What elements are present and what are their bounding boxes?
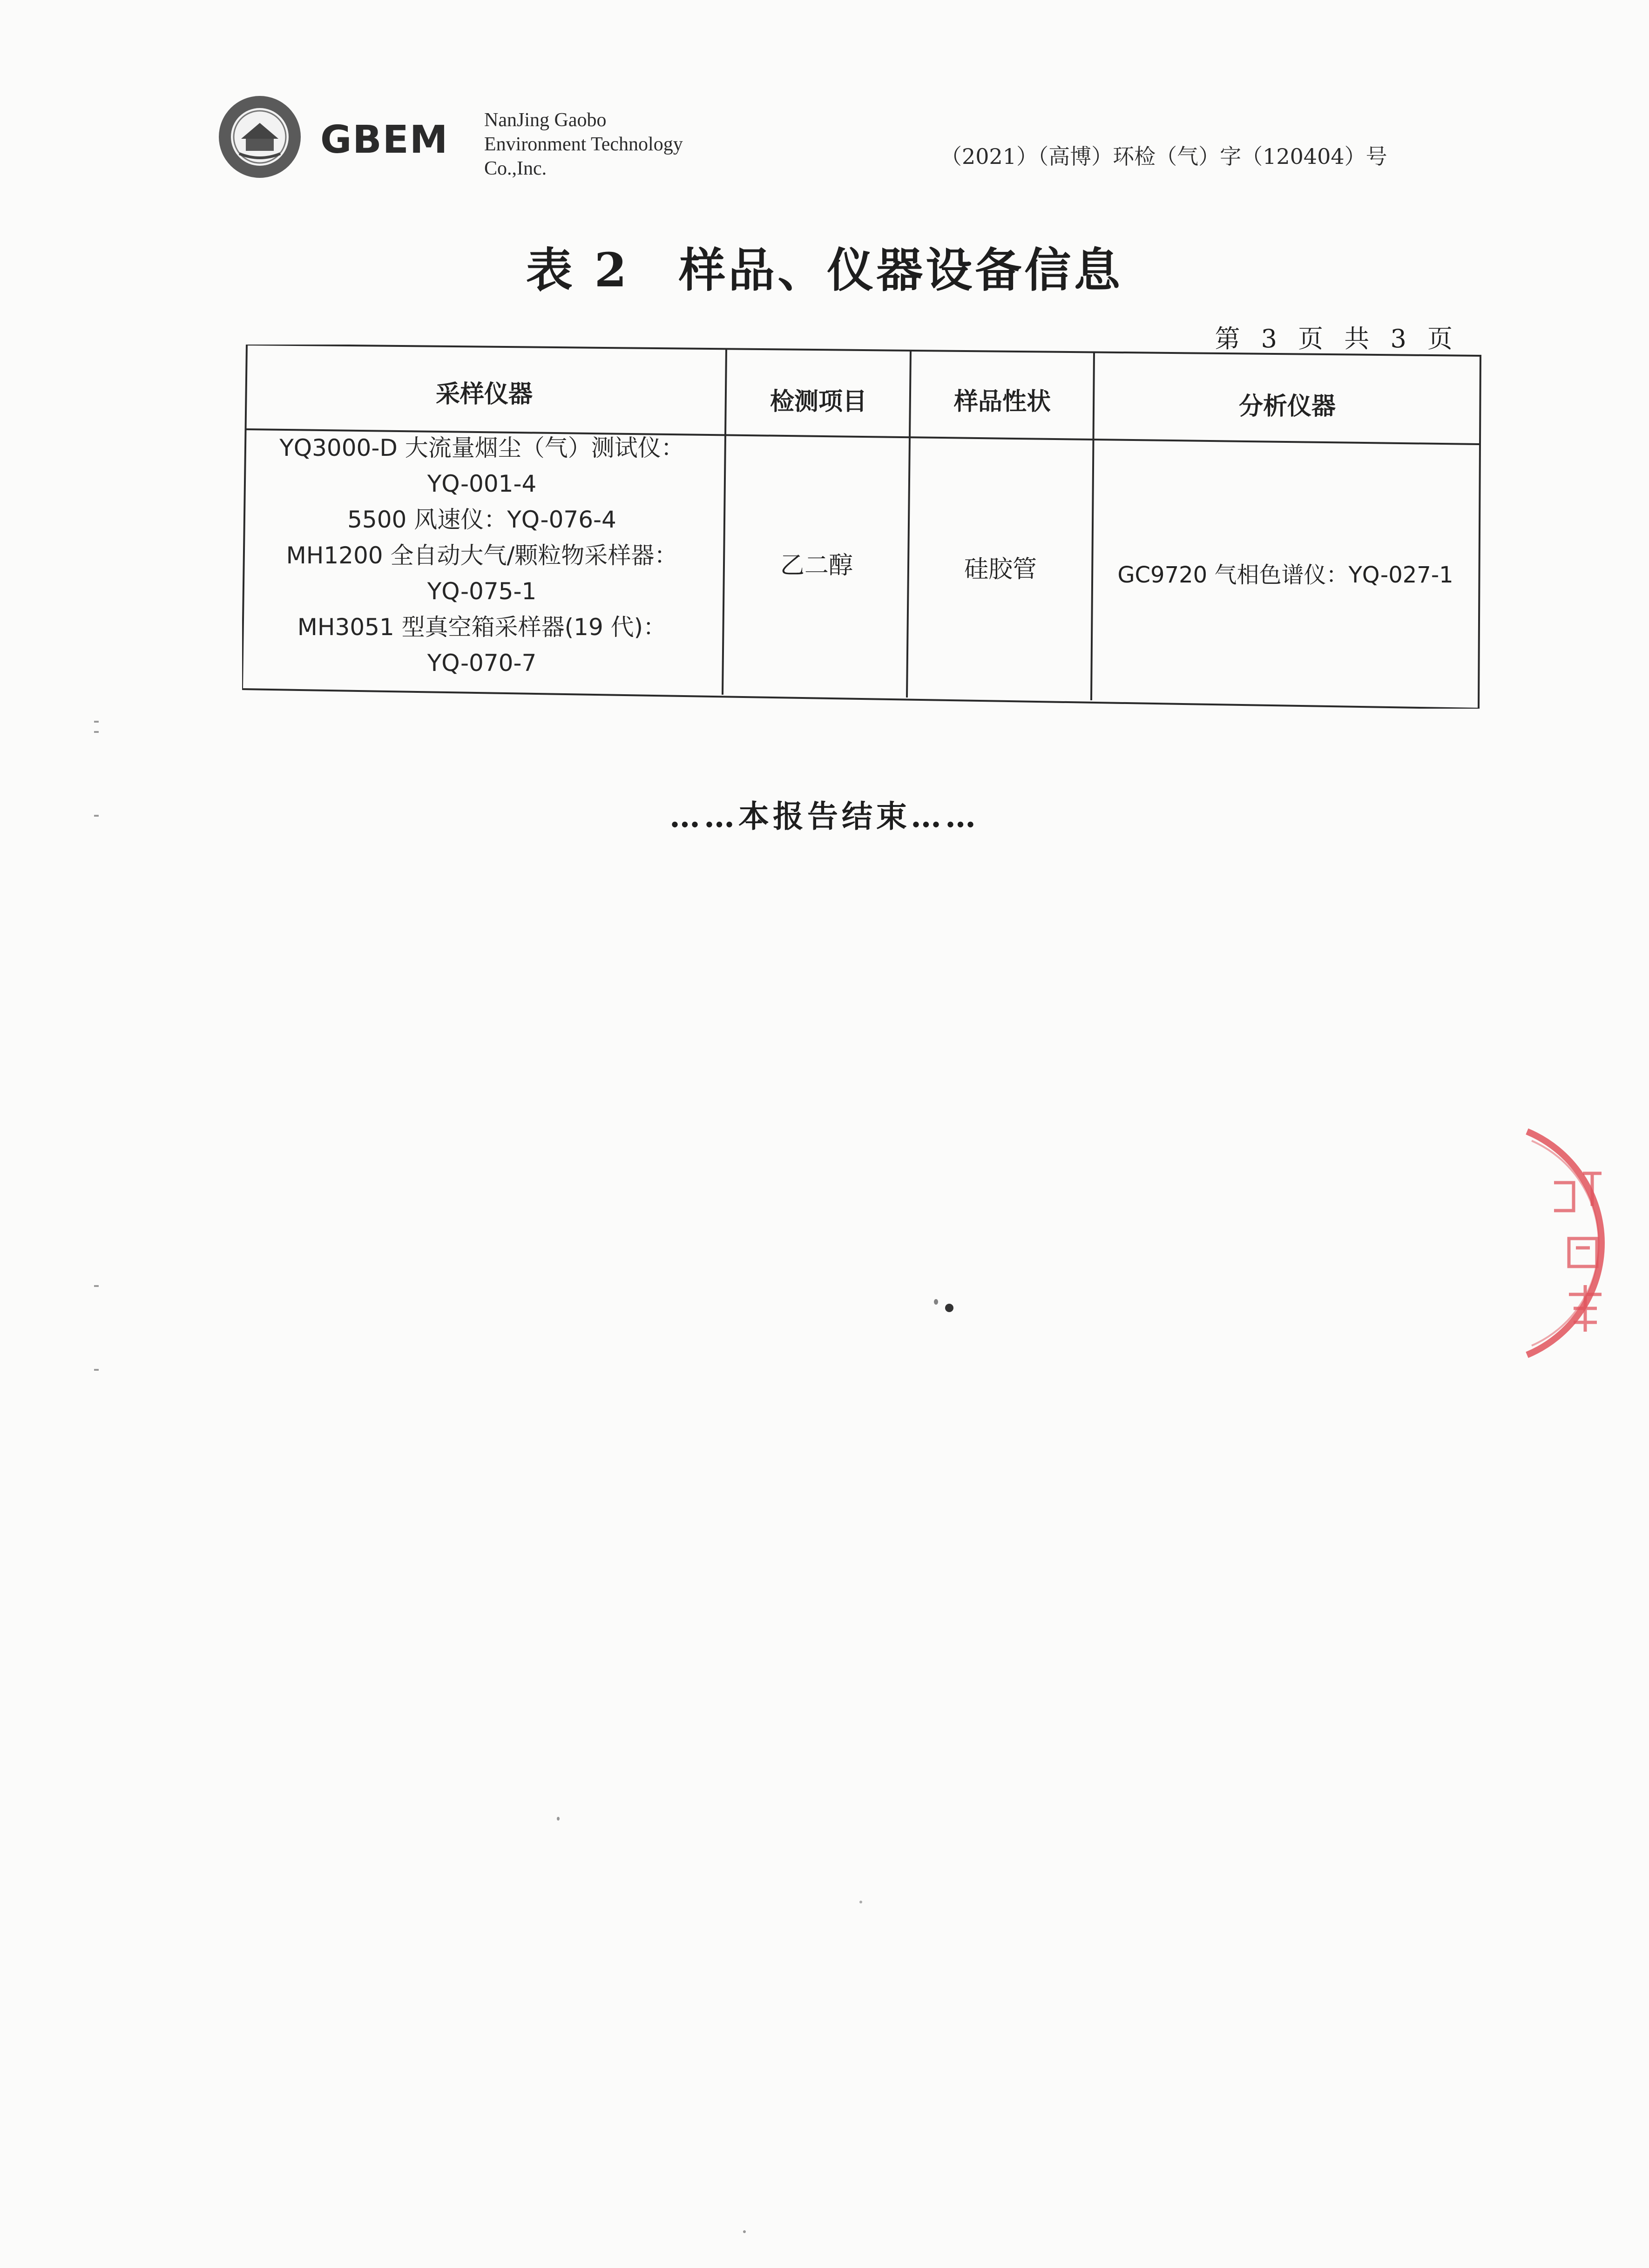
header-sample-property: 样品性状 — [953, 388, 1051, 416]
header-analysis-instrument: 分析仪器 — [1238, 393, 1336, 420]
analysis-instrument-cell: GC9720 气相色谱仪：YQ-027-1 — [1117, 562, 1453, 588]
sampling-instruments-cell — [242, 430, 722, 681]
report-number: （2021）（高博）环检（气）字（120404）号 — [940, 144, 1387, 169]
margin-mark — [94, 1285, 99, 1287]
instrument-line: YQ-070-7 — [427, 650, 537, 677]
scan-speck — [859, 1901, 862, 1903]
scan-speck — [945, 1304, 953, 1312]
margin-mark — [94, 721, 99, 723]
scan-speck — [743, 2230, 746, 2233]
instrument-line: YQ3000-D 大流量烟尘（气）测试仪： — [279, 434, 684, 461]
margin-mark — [94, 731, 99, 733]
instrument-line: MH1200 全自动大气/颗粒物采样器： — [286, 542, 678, 569]
end-of-report-note: ……本报告结束…… — [669, 798, 980, 834]
brand-name: GBEM — [320, 118, 449, 162]
test-item-cell: 乙二醇 — [780, 552, 853, 580]
company-name — [484, 108, 683, 181]
margin-mark — [94, 1369, 99, 1371]
official-seal-stamp — [1499, 1113, 1649, 1374]
header-sampling-instruments: 采样仪器 — [435, 380, 533, 408]
page-number: 第 3 页 共 3 页 — [1215, 324, 1459, 353]
instrument-line: MH3051 型真空箱采样器(19 代)： — [297, 614, 667, 641]
equipment-table — [242, 345, 1481, 709]
scan-speck — [934, 1299, 938, 1305]
company-line: Co.,Inc. — [484, 158, 547, 179]
company-line: NanJing Gaobo — [484, 109, 607, 131]
header-test-item: 检测项目 — [770, 388, 867, 416]
instrument-line: 5500 风速仪：YQ-076-4 — [347, 506, 616, 533]
document-title: 表 2 样品、仪器设备信息 — [526, 243, 1123, 298]
scan-speck — [557, 1817, 560, 1821]
sample-property-cell: 硅胶管 — [964, 555, 1037, 583]
company-logo-emblem — [217, 94, 303, 180]
company-line: Environment Technology — [484, 134, 683, 155]
instrument-line: YQ-075-1 — [427, 578, 537, 605]
instrument-line: YQ-001-4 — [427, 470, 537, 497]
margin-mark — [94, 815, 99, 817]
